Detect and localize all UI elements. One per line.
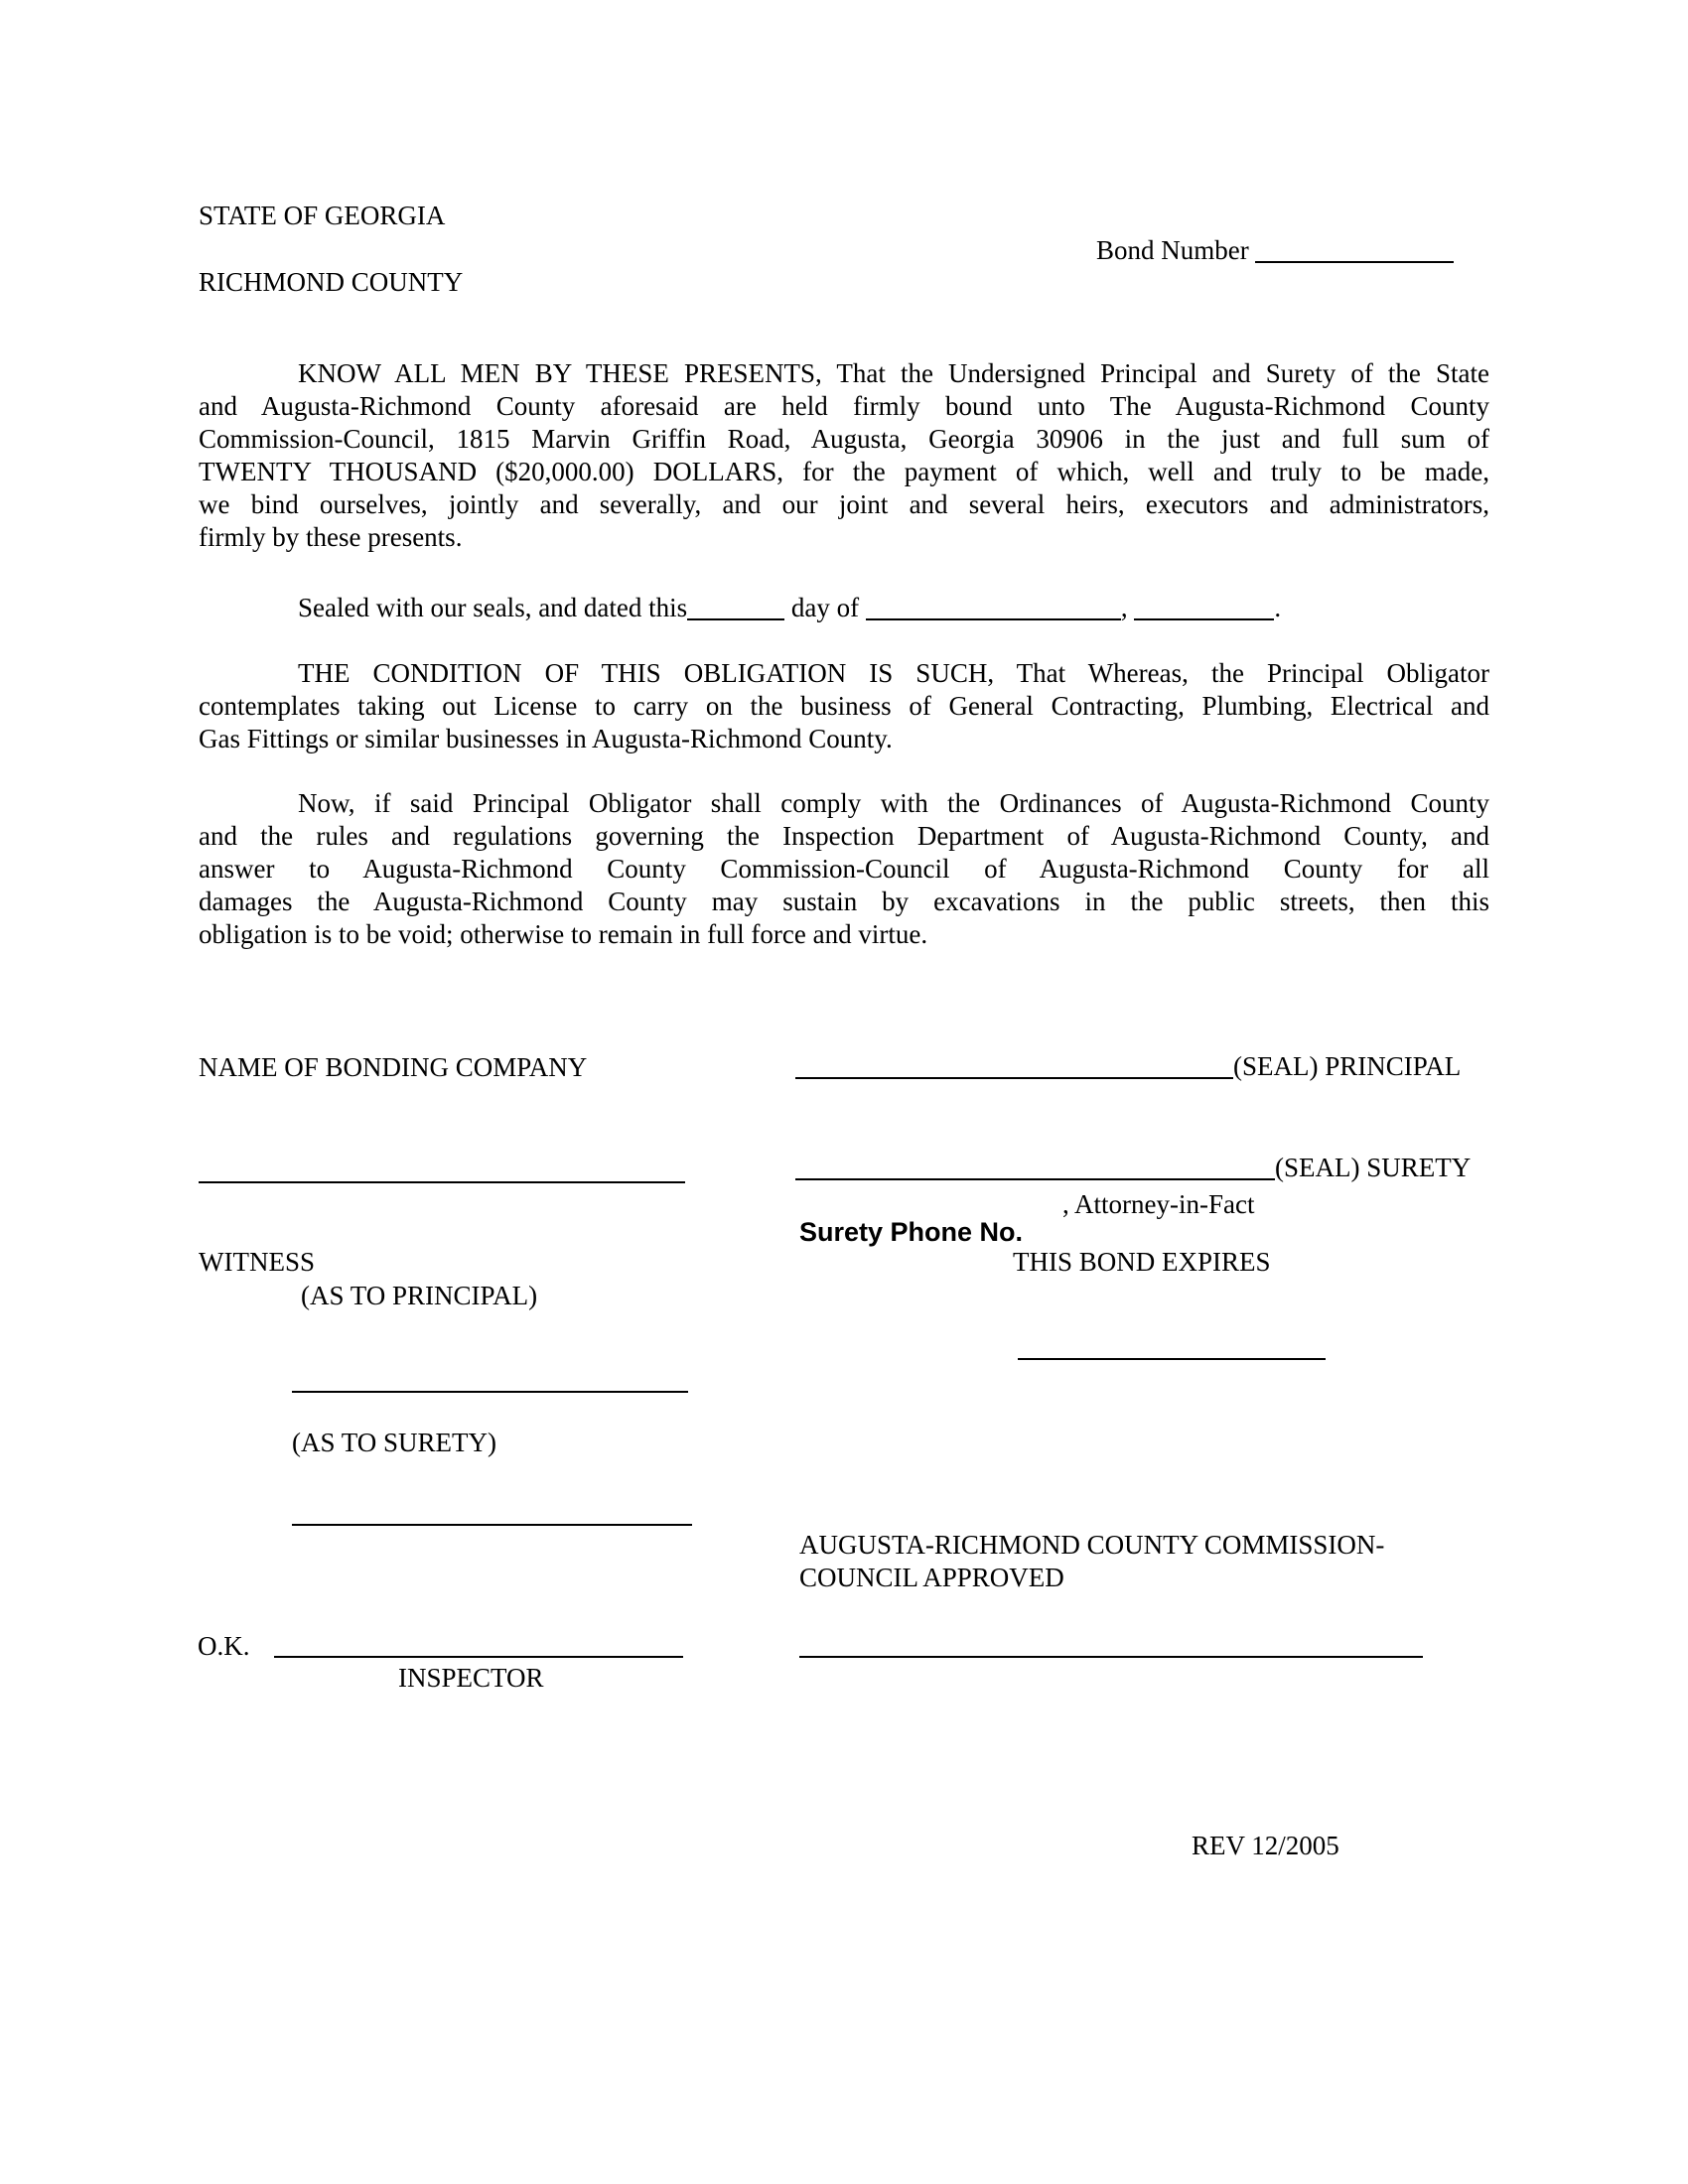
- sealed-prefix: Sealed with our seals, and dated this: [298, 593, 688, 622]
- paragraph-line: TWENTY THOUSAND ($20,000.00) DOLLARS, for the payment of which, well and truly to be made,: [199, 457, 1489, 486]
- opening-paragraph: [199, 357, 1489, 554]
- paragraph-line: Gas Fittings or similar businesses in Augusta-Richmond County.: [199, 724, 893, 753]
- surety-phone-label: Surety Phone No.: [799, 1217, 1024, 1247]
- commission-approval-signature-line: [799, 1626, 1423, 1658]
- bonding-company-label: NAME OF BONDING COMPANY: [199, 1052, 588, 1082]
- bond-expires-blank-line: [1018, 1328, 1326, 1360]
- principal-signature-line: [795, 1050, 1233, 1079]
- condition-paragraph: [199, 657, 1489, 755]
- bonding-company-blank-line: [199, 1152, 685, 1183]
- sealed-period: .: [1274, 593, 1282, 622]
- principal-signature-row: [795, 1050, 1461, 1082]
- paragraph-line: contemplates taking out License to carry on the business of General Contracting, Plumbing, Electrical and: [199, 691, 1489, 721]
- witness-principal-signature-line: [292, 1361, 688, 1393]
- bond-expires-label: THIS BOND EXPIRES: [1013, 1247, 1271, 1277]
- paragraph-line: Commission-Council, 1815 Marvin Griffin Road, Augusta, Georgia 30906 in the just and full sum of: [199, 424, 1489, 454]
- bond-number-row: [1096, 234, 1454, 266]
- sealed-comma: ,: [1120, 593, 1128, 622]
- compliance-paragraph: [199, 787, 1489, 951]
- bond-number-blank: [1255, 234, 1454, 263]
- commission-approved-line2: COUNCIL APPROVED: [799, 1563, 1064, 1592]
- paragraph-line: and the rules and regulations governing the Inspection Department of Augusta-Richmond County, and: [199, 821, 1489, 851]
- county-label: RICHMOND COUNTY: [199, 267, 464, 297]
- ok-label: O.K.: [198, 1631, 250, 1661]
- surety-signature-line: [795, 1152, 1275, 1180]
- witness-surety-signature-line: [292, 1494, 692, 1526]
- seal-principal-label: (SEAL) PRINCIPAL: [1233, 1051, 1462, 1081]
- sealed-date-line: [199, 592, 1489, 623]
- paragraph-line: firmly by these presents.: [199, 522, 463, 552]
- revision-label: REV 12/2005: [1192, 1831, 1339, 1860]
- attorney-in-fact-label: , Attorney-in-Fact: [1062, 1189, 1255, 1219]
- paragraph-line: Now, if said Principal Obligator shall comply with the Ordinances of Augusta-Richmond County: [298, 788, 1489, 818]
- as-to-principal-label: (AS TO PRINCIPAL): [301, 1281, 538, 1310]
- paragraph-line: damages the Augusta-Richmond County may sustain by excavations in the public streets, then this: [199, 887, 1489, 916]
- paragraph-line: THE CONDITION OF THIS OBLIGATION IS SUCH, That Whereas, the Principal Obligator: [298, 658, 1489, 688]
- commission-approved-label: [799, 1529, 1494, 1594]
- witness-label: WITNESS: [199, 1247, 315, 1277]
- paragraph-line: and Augusta-Richmond County aforesaid are held firmly bound unto The Augusta-Richmond County: [199, 391, 1489, 421]
- paragraph-line: we bind ourselves, jointly and severally, and our joint and several heirs, executors and administrators,: [199, 489, 1489, 519]
- month-blank: [866, 592, 1121, 620]
- commission-approved-line1: AUGUSTA-RICHMOND COUNTY COMMISSION-: [799, 1530, 1385, 1560]
- seal-surety-label: (SEAL) SURETY: [1275, 1153, 1472, 1182]
- year-blank: [1134, 592, 1274, 620]
- day-blank: [687, 592, 784, 620]
- paragraph-line: KNOW ALL MEN BY THESE PRESENTS, That the Undersigned Principal and Surety of the State: [298, 358, 1489, 388]
- inspector-label: INSPECTOR: [398, 1663, 544, 1693]
- day-of-label: day of: [790, 593, 860, 622]
- paragraph-line: obligation is to be void; otherwise to remain in full force and virtue.: [199, 919, 928, 949]
- surety-signature-row: [795, 1152, 1471, 1183]
- state-label: STATE OF GEORGIA: [199, 201, 446, 230]
- as-to-surety-label: (AS TO SURETY): [292, 1428, 497, 1457]
- paragraph-line: answer to Augusta-Richmond County Commission-Council of Augusta-Richmond County for all: [199, 854, 1489, 884]
- bond-number-label: Bond Number: [1096, 235, 1249, 265]
- inspector-signature-line: [274, 1626, 683, 1658]
